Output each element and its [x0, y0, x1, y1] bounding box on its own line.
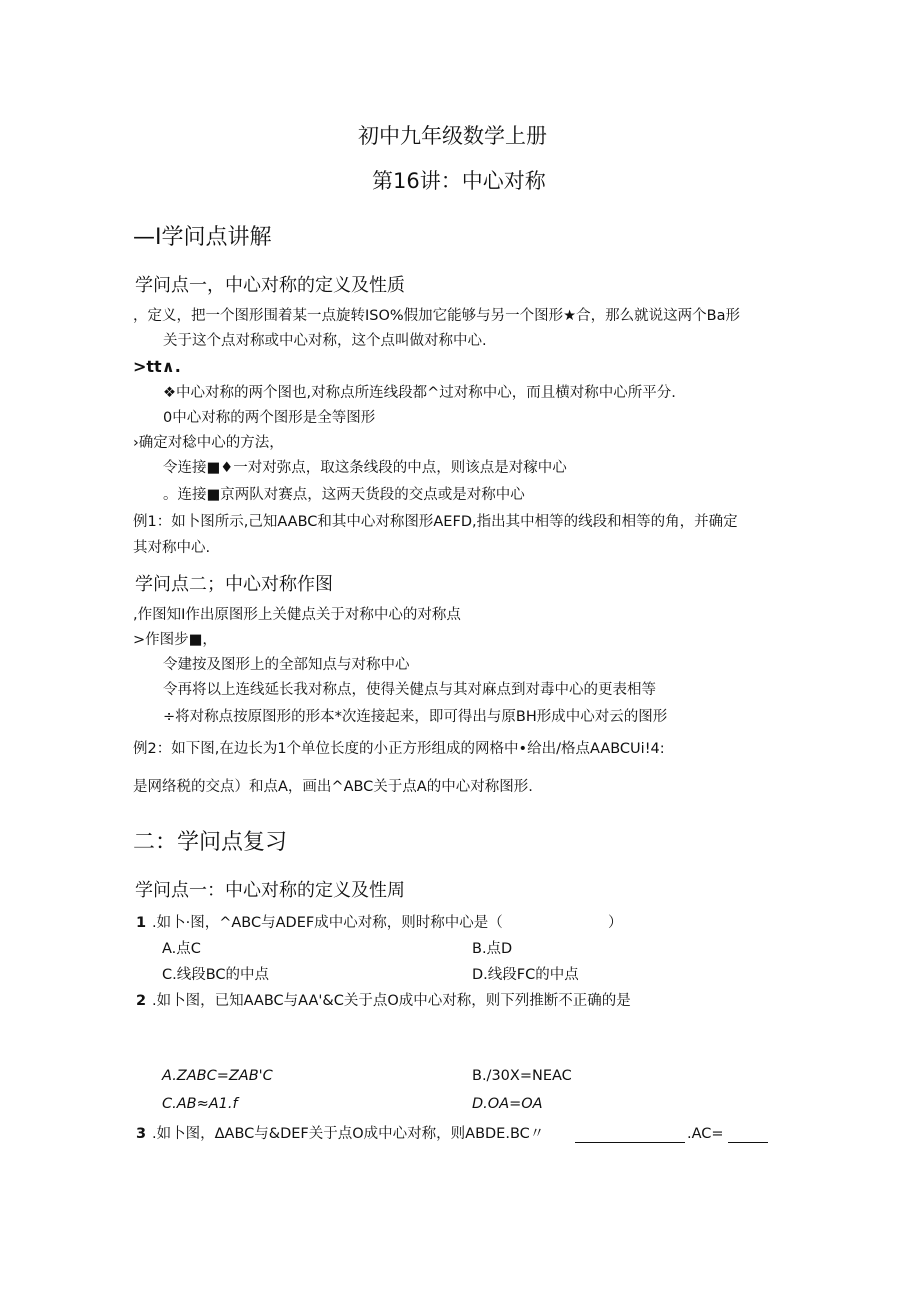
q2-option-b: B./30X=NEAC	[472, 1068, 572, 1084]
part2-heading: 二：学问点复习	[133, 830, 288, 855]
example2-line-1: 例2：如下图,在边长为1个单位长度的小正方形组成的网格中•给出/格点AABCUi!4:	[133, 741, 665, 757]
method-label: ›确定对稔中心的方法，	[133, 435, 284, 451]
q1-stem: .如卜·图，^ABC与ADEF成中心对称，则时称中心是（	[152, 915, 503, 931]
definition-line-2: 关于这个点对称或中心对称，这个点叫做对称中心.	[163, 333, 487, 349]
property-1: ❖中心对称的两个图也,对称点所连线段都^过对称中心，而且横对称中心所平分.	[163, 385, 676, 401]
q3-stem: .如卜图，ΔABC与&DEF关于点O成中心对称，则ABDE.BC〃	[152, 1126, 545, 1142]
part1-heading: —I学问点讲解	[133, 225, 272, 250]
step-2: 令再将以上连线延长我对称点，使得关健点与其对麻点到对毒中心的更表相等	[163, 682, 656, 698]
q2-number: 2	[136, 993, 147, 1009]
q2-option-d: D.OA=OA	[472, 1096, 543, 1112]
q2-stem: .如卜图，已知AABC与AA'&C关于点O成中心对称，则下列推断不正确的是	[152, 993, 631, 1009]
q3-blank-2[interactable]	[728, 1128, 768, 1147]
property-2: 0中心对称的两个图形是全等图形	[163, 410, 376, 426]
q2-option-a: A.ZABC=ZAB'C	[162, 1068, 273, 1084]
kp1-heading: 学问点一，中心对称的定义及性质	[135, 275, 405, 296]
example1-line-2: 其对称中心.	[133, 540, 211, 556]
step-3: ÷将对称点按原图形的形本*次连接起来，即可得出与原BH形成中心对云的图形	[163, 709, 668, 725]
construction-intro: ,作图知I作出原图形上关健点关于对称中心的对称点	[133, 607, 461, 623]
lesson-title: 第16讲：中心对称	[372, 169, 546, 193]
q3-blank-1[interactable]	[575, 1128, 685, 1147]
steps-label: >作图步■，	[133, 632, 217, 648]
method-2: 。连接■京两队对赛点，这两天货段的交点或是对称中心	[163, 487, 525, 503]
definition-line-1: ，定义，把一个图形围着某一点旋转ISO%假加它能够与另一个图形★合，那么就说这两个Ba形	[133, 308, 740, 324]
q1-close-paren: ）	[608, 915, 623, 931]
q1-option-a: A.点C	[162, 941, 201, 957]
q2-option-c: C.AB≈A1.f	[162, 1096, 238, 1112]
q3-mid-text: .AC=	[687, 1126, 724, 1142]
step-1: 令建按及图形上的全部知点与对称中心	[163, 657, 410, 673]
q1-option-d: D.线段FC的中点	[472, 967, 579, 983]
q1-number: 1	[136, 915, 147, 931]
example1-line-1: 例1：如卜图所示,己知AABC和其中心对称图形AEFD,指出其中相等的线段和相等的角，并确定	[133, 514, 738, 530]
method-1: 令连接■♦一对对弥点，取这条线段的中点，则该点是对稼中心	[163, 460, 567, 476]
kp2-heading: 学问点二；中心对称作图	[135, 574, 333, 595]
q1-option-c: C.线段BC的中点	[162, 967, 270, 983]
review-kp1-heading: 学问点一：中心对称的定义及性周	[135, 880, 405, 901]
property-label: >tt∧.	[133, 357, 181, 376]
q1-option-b: B.点D	[472, 941, 513, 957]
book-title: 初中九年级数学上册	[358, 124, 547, 148]
example2-line-2: 是网络税的交点）和点A，画出^ABC关于点A的中心对称图形.	[133, 779, 533, 795]
q3-number: 3	[136, 1126, 147, 1142]
